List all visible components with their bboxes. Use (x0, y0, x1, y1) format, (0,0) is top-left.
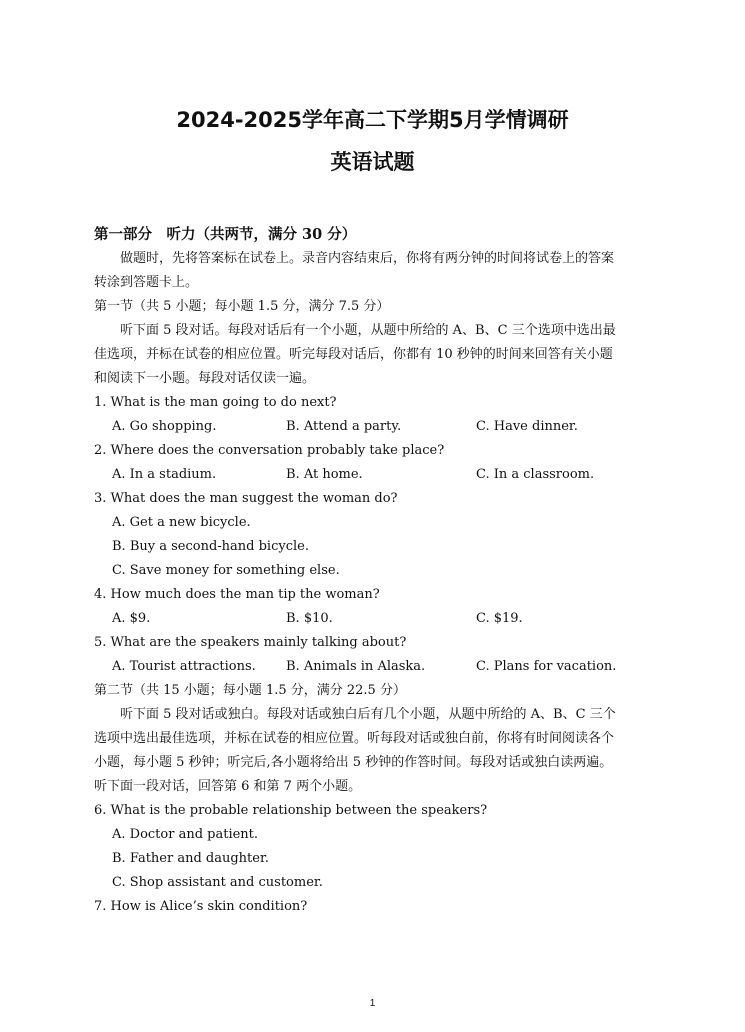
q4-option-b: B. $10. (286, 611, 333, 626)
q1-option-a: A. Go shopping. (112, 419, 217, 434)
q2-option-b: B. At home. (286, 467, 363, 482)
question-1: 1. What is the man going to do next? (94, 395, 337, 410)
exam-subtitle: 英语试题 (330, 150, 415, 174)
question-2: 2. Where does the conversation probably take place? (94, 443, 445, 458)
q5-option-b: B. Animals in Alaska. (286, 659, 426, 674)
q5-option-a: A. Tourist attractions. (112, 659, 256, 674)
q3-option-a: A. Get a new bicycle. (112, 515, 251, 530)
section2-instruction-4: 听下面一段对话，回答第 6 和第 7 两个小题。 (94, 779, 362, 794)
question-7: 7. How is Alice’s skin condition? (94, 899, 308, 914)
question-4: 4. How much does the man tip the woman? (94, 587, 380, 602)
q2-option-c: C. In a classroom. (476, 467, 595, 482)
q6-option-b: B. Father and daughter. (112, 851, 269, 866)
question-6: 6. What is the probable relationship between the speakers? (94, 803, 488, 818)
intro-line-1: 做题时，先将答案标在试卷上。录音内容结束后，你将有两分钟的时间将试卷上的答案 (120, 251, 615, 266)
section1-instruction-1: 听下面 5 段对话。每段对话后有一个小题，从题中所给的 A、B、C 三个选项中选出最 (120, 323, 616, 338)
question-5: 5. What are the speakers mainly talking about? (94, 635, 407, 650)
q3-option-b: B. Buy a second-hand bicycle. (112, 539, 309, 554)
q6-option-a: A. Doctor and patient. (112, 827, 259, 842)
page-number: 1 (369, 998, 376, 1009)
section1-instruction-3: 和阅读下一小题。每段对话仅读一遍。 (94, 371, 316, 386)
q4-option-a: A. $9. (112, 611, 151, 626)
section2-instruction-3: 小题，每小题 5 秒钟；听完后,各小题将给出 5 秒钟的作答时间。每段对话或独白读两遍。 (94, 755, 613, 770)
q4-option-c: C. $19. (476, 611, 523, 626)
q3-option-c: C. Save money for something else. (112, 563, 340, 578)
section2-heading: 第二节（共 15 小题；每小题 1.5 分，满分 22.5 分） (94, 683, 406, 698)
section2-instruction-2: 选项中选出最佳选项，并标在试卷的相应位置。听每段对话或独白前，你将有时间阅读各个 (94, 731, 615, 746)
q1-option-c: C. Have dinner. (476, 419, 578, 434)
part1-heading: 第一部分 听力（共两节，满分 30 分） (94, 226, 357, 243)
section1-heading: 第一节（共 5 小题；每小题 1.5 分，满分 7.5 分） (94, 299, 390, 314)
section2-instruction-1: 听下面 5 段对话或独白。每段对话或独白后有几个小题，从题中所给的 A、B、C 三个 (120, 707, 616, 722)
section1-instruction-2: 佳选项，并标在试卷的相应位置。听完每段对话后，你都有 10 秒钟的时间来回答有关小题 (94, 347, 613, 362)
intro-line-2: 转涂到答题卡上。 (94, 275, 199, 290)
q1-option-b: B. Attend a party. (286, 419, 402, 434)
question-3: 3. What does the man suggest the woman do? (94, 491, 398, 506)
exam-title: 2024-2025学年高二下学期5月学情调研 (176, 108, 569, 132)
q2-option-a: A. In a stadium. (112, 467, 217, 482)
q5-option-c: C. Plans for vacation. (476, 659, 617, 674)
q6-option-c: C. Shop assistant and customer. (112, 875, 323, 890)
